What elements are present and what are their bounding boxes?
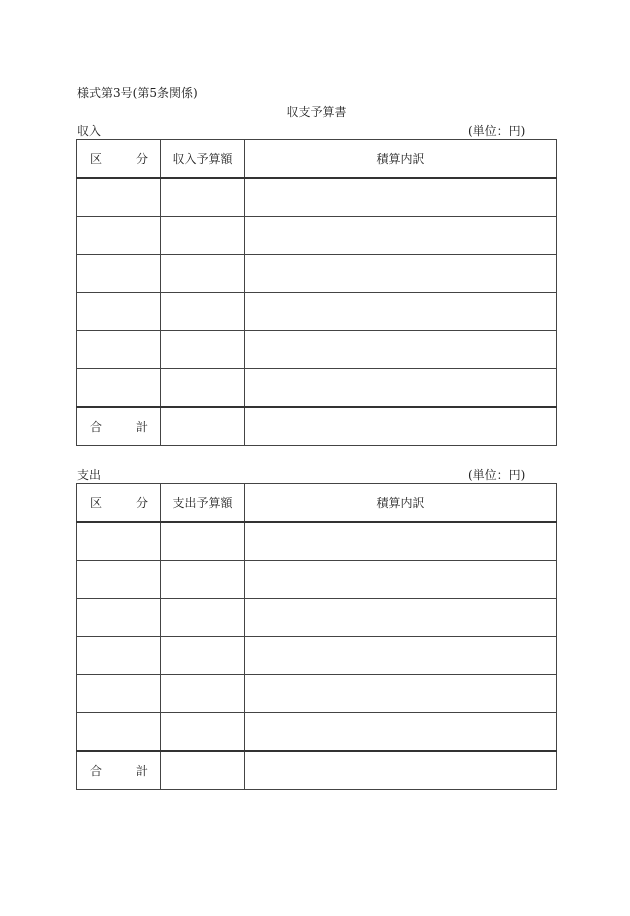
table-row xyxy=(77,178,557,217)
total-amount-cell[interactable] xyxy=(161,407,245,446)
header-char: 分 xyxy=(135,496,148,510)
amount-cell[interactable] xyxy=(161,599,245,637)
breakdown-cell[interactable] xyxy=(245,369,557,408)
category-cell[interactable] xyxy=(77,369,161,408)
expense-table xyxy=(76,483,557,790)
category-cell[interactable] xyxy=(77,599,161,637)
table-row xyxy=(77,293,557,331)
header-char: 分 xyxy=(135,152,148,166)
category-cell[interactable] xyxy=(77,637,161,675)
table-row xyxy=(77,255,557,293)
amount-cell[interactable] xyxy=(161,369,245,408)
income-section-label: 収入 xyxy=(77,124,102,138)
amount-cell[interactable] xyxy=(161,217,245,255)
breakdown-cell[interactable] xyxy=(245,599,557,637)
amount-cell[interactable] xyxy=(161,522,245,561)
breakdown-cell[interactable] xyxy=(245,331,557,369)
document-title: 収支予算書 xyxy=(286,105,347,119)
total-char: 合 xyxy=(90,764,103,778)
income-table xyxy=(76,139,557,446)
income-amount-header: 収入予算額 xyxy=(161,140,245,179)
table-row xyxy=(77,561,557,599)
total-breakdown-cell[interactable] xyxy=(245,407,557,446)
category-cell[interactable] xyxy=(77,217,161,255)
category-cell[interactable] xyxy=(77,561,161,599)
total-breakdown-cell[interactable] xyxy=(245,751,557,790)
category-cell[interactable] xyxy=(77,178,161,217)
category-cell[interactable] xyxy=(77,293,161,331)
category-cell[interactable] xyxy=(77,713,161,752)
breakdown-cell[interactable] xyxy=(245,255,557,293)
expense-amount-header: 支出予算額 xyxy=(161,484,245,523)
expense-category-header xyxy=(77,484,161,523)
table-row xyxy=(77,599,557,637)
breakdown-cell[interactable] xyxy=(245,178,557,217)
breakdown-cell[interactable] xyxy=(245,637,557,675)
expense-breakdown-header: 積算内訳 xyxy=(245,484,557,523)
breakdown-cell[interactable] xyxy=(245,217,557,255)
income-total-row xyxy=(77,407,557,446)
amount-cell[interactable] xyxy=(161,331,245,369)
total-char: 計 xyxy=(135,764,148,778)
amount-cell[interactable] xyxy=(161,675,245,713)
income-breakdown-header: 積算内訳 xyxy=(245,140,557,179)
amount-cell[interactable] xyxy=(161,561,245,599)
table-row xyxy=(77,217,557,255)
table-row xyxy=(77,369,557,408)
category-cell[interactable] xyxy=(77,675,161,713)
income-unit-label: (単位：円) xyxy=(468,124,526,138)
header-char: 区 xyxy=(90,152,103,166)
total-amount-cell[interactable] xyxy=(161,751,245,790)
expense-total-row xyxy=(77,751,557,790)
table-row xyxy=(77,675,557,713)
breakdown-cell[interactable] xyxy=(245,675,557,713)
expense-unit-label: (単位：円) xyxy=(468,468,526,482)
breakdown-cell[interactable] xyxy=(245,293,557,331)
income-header-row xyxy=(77,140,557,179)
category-cell[interactable] xyxy=(77,255,161,293)
amount-cell[interactable] xyxy=(161,293,245,331)
table-row xyxy=(77,522,557,561)
total-label-cell xyxy=(77,751,161,790)
breakdown-cell[interactable] xyxy=(245,561,557,599)
category-cell[interactable] xyxy=(77,522,161,561)
table-row xyxy=(77,713,557,752)
total-label-cell xyxy=(77,407,161,446)
expense-header-row xyxy=(77,484,557,523)
amount-cell[interactable] xyxy=(161,178,245,217)
total-char: 計 xyxy=(135,420,148,434)
header-char: 区 xyxy=(90,496,103,510)
table-row xyxy=(77,637,557,675)
breakdown-cell[interactable] xyxy=(245,522,557,561)
amount-cell[interactable] xyxy=(161,637,245,675)
income-category-header xyxy=(77,140,161,179)
expense-section-label: 支出 xyxy=(77,468,102,482)
table-row xyxy=(77,331,557,369)
category-cell[interactable] xyxy=(77,331,161,369)
total-char: 合 xyxy=(90,420,103,434)
amount-cell[interactable] xyxy=(161,255,245,293)
form-number: 様式第3号(第5条関係) xyxy=(77,86,198,100)
breakdown-cell[interactable] xyxy=(245,713,557,752)
amount-cell[interactable] xyxy=(161,713,245,752)
